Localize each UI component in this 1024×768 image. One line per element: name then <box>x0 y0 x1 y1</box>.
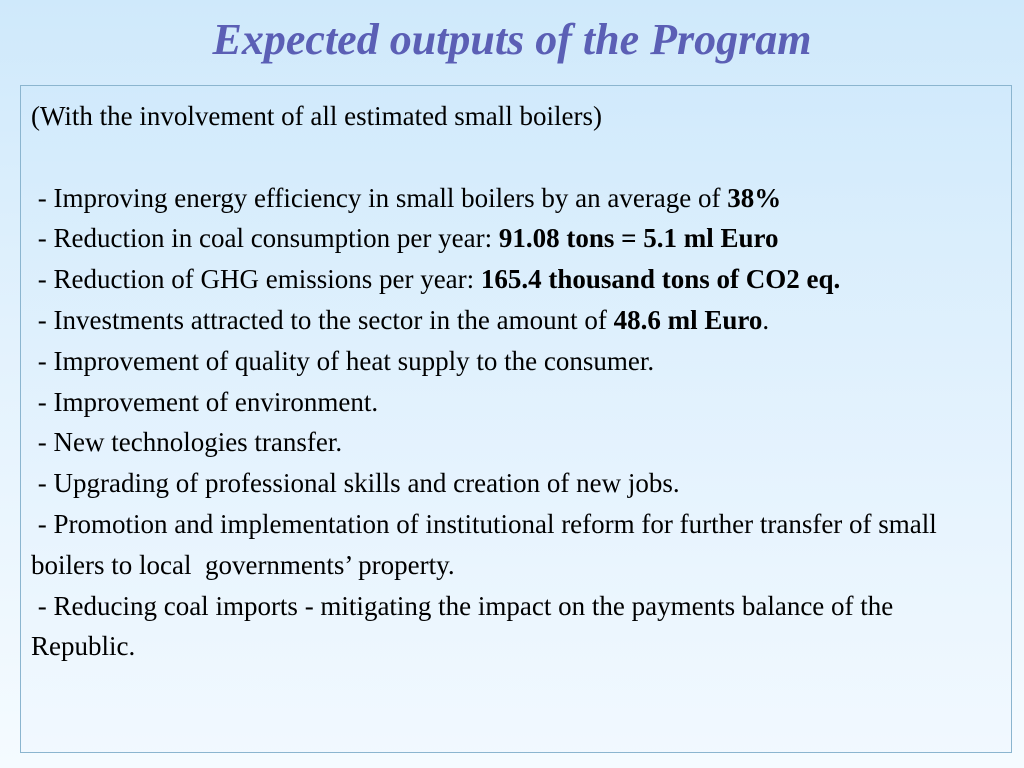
bullet-environment <box>31 382 1001 423</box>
bullet-value: 165.4 thousand tons of CO2 eq. <box>480 264 841 295</box>
intro-text: (With the involvement of all estimated small boilers) <box>31 101 603 131</box>
bullet-energy-efficiency <box>31 178 1001 219</box>
bullet-institutional-reform <box>31 504 1001 586</box>
bullet-text: - Improvement of quality of heat supply to the consumer. <box>31 345 655 376</box>
bullet-text: - New technologies transfer. <box>31 427 343 458</box>
bullet-text: - Reduction in coal consumption per year: <box>31 223 499 254</box>
bullet-ghg-emissions <box>31 259 1001 300</box>
bullet-text: - Reducing coal imports - mitigating the impact on the payments balance of the Republic. <box>31 590 901 662</box>
bullet-text: - Investments attracted to the sector in the amount of <box>31 304 614 335</box>
bullet-coal-consumption <box>31 218 1001 259</box>
bullet-text: - Promotion and implementation of institutional reform for further transfer of small boilers to local governments’ property. <box>31 508 944 580</box>
bullet-value: 91.08 tons = 5.1 ml Euro <box>498 223 779 254</box>
content-box <box>20 85 1012 753</box>
bullet-value: 38% <box>727 182 782 213</box>
bullet-coal-imports <box>31 586 1001 668</box>
bullet-suffix: . <box>762 304 770 335</box>
bullet-text: - Upgrading of professional skills and creation of new jobs. <box>31 468 680 499</box>
bullet-technologies <box>31 422 1001 463</box>
bullet-heat-supply <box>31 341 1001 382</box>
bullet-text: - Improving energy efficiency in small boilers by an average of <box>31 182 728 213</box>
bullet-text: - Improvement of environment. <box>31 386 379 417</box>
bullet-investments <box>31 300 1001 341</box>
bullet-skills-jobs <box>31 463 1001 504</box>
bullet-value: 48.6 ml Euro <box>613 304 763 335</box>
slide-title: Expected outputs of the Program <box>212 15 812 64</box>
bullet-text: - Reduction of GHG emissions per year: <box>31 264 481 295</box>
